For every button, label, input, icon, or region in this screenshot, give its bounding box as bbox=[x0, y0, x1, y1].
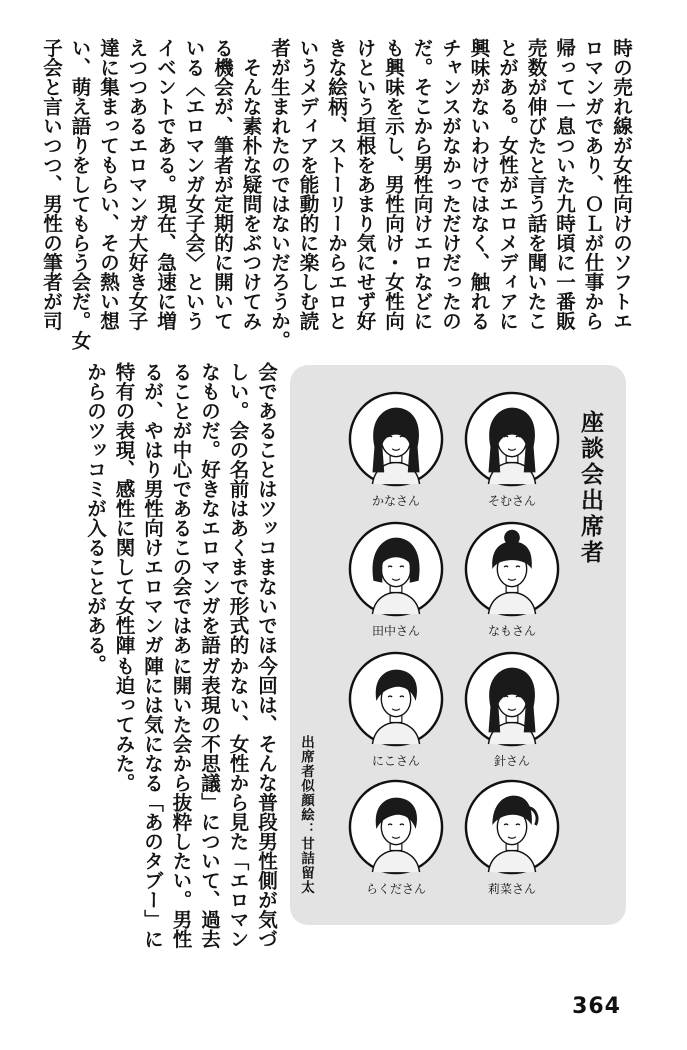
portrait-rakuda-icon bbox=[347, 778, 445, 876]
portrait-rina-icon bbox=[463, 778, 561, 876]
portrait-kana-icon bbox=[347, 390, 445, 488]
participant-name: 莉菜さん bbox=[487, 882, 536, 896]
participant-name: にこさん bbox=[371, 754, 420, 768]
participant-name: 針さん bbox=[493, 754, 530, 768]
panel-title: 座談会出席者 bbox=[577, 410, 603, 566]
participant-name: なもさん bbox=[487, 624, 536, 638]
participant-name: 田中さん bbox=[371, 624, 420, 638]
portrait-niko-icon bbox=[347, 650, 445, 748]
portrait-somu-icon bbox=[463, 390, 561, 488]
illustration-credit: 出席者似顔絵：甘詰留太 bbox=[298, 735, 314, 895]
portrait-namo-icon bbox=[463, 520, 561, 618]
participant-name: らくださん bbox=[365, 882, 426, 896]
portrait-hari-icon bbox=[463, 650, 561, 748]
body-text-top: 時の売れ線が女性向けのソフトエ ロマンガであり、ＯＬが仕事から 帰って一息ついた九時頃に一番販 売数が伸びたと言う話を聞いたこ とがある。女性がエロメディアに 興味がないわけではなく、触れる チャンスがなかっただけだったの だ。そこから男性向けエロなどに も興味を示し、男性向け・女性向 けという垣根をあまり気にせず好 きな絵柄、ストーリーからエロと いうメディアを能動的に楽しむ読 者が生まれたのではないだろうか。 そんな素朴な疑問をぶつけてみ る機会が、筆者が定期的に開いて いる〈エロマンガ女子会〉という イベントである。現在、急速に増 えつつあるエロマンガ大好き女子 達に集まってもらい、その熱い想 い、萌え語りをしてもらう会だ。女 子会と言いつつ、男性の筆者が司 bbox=[40, 38, 633, 350]
participant-name: かなさん bbox=[371, 494, 420, 508]
body-text-middle: 会であることはツッコまないでほ しい。会の名前はあくまで形式的 なものだ。好きなエロマンガを語 ることが中心であるこの会ではあ るが、やはり男性向けエロマンガ 特有の表現、感性に関して女性陣 からのツッコミが入ることがある。 bbox=[84, 362, 278, 674]
portrait-tanaka-icon bbox=[347, 520, 445, 618]
page-number: 364 bbox=[572, 994, 621, 1019]
body-text-lower: 今回は、そんな普段男性側が気づ かない、女性から見た「エロマン ガ表現の不思議」について、過去 に開いた会から抜粋したい。男性 陣には気になる「あのタブー」に も迫ってみた。 bbox=[112, 656, 278, 949]
participant-name: そむさん bbox=[487, 494, 536, 508]
